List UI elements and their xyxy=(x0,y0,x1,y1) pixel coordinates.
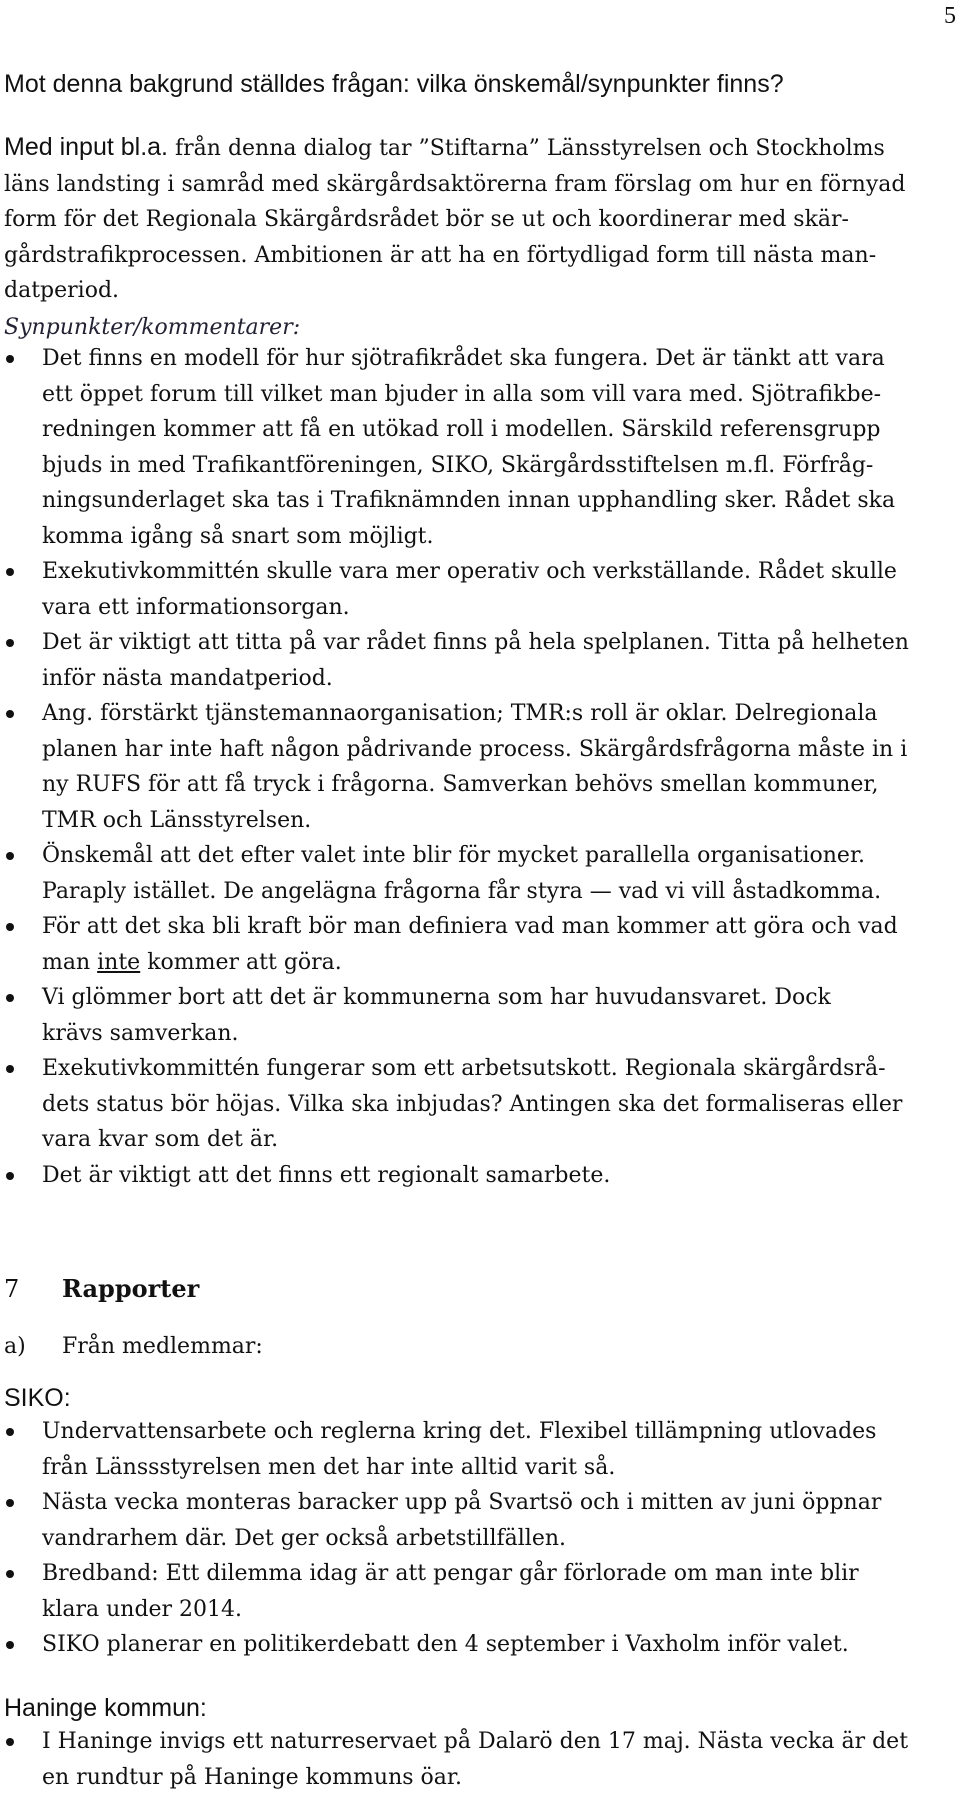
list-item: Exekutivkommittén fungerar som ett arbetsutskott. Regionala skärgårdsrå- dets status bör höjas. Vilka ska inbjudas? Antingen ska det formaliseras eller vara kvar som det är. xyxy=(0,1051,960,1158)
list-item: För att det ska bli kraft bör man definiera vad man kommer att göra och vad man inte kommer att göra. xyxy=(0,909,960,980)
paragraph-line-4: gårdstrafikprocessen. Ambitionen är att ha en förtydligad form till nästa man- xyxy=(4,242,877,268)
list-item: Exekutivkommittén skulle vara mer operativ och verkställande. Rådet skulle vara ett informationsorgan. xyxy=(0,554,960,625)
siko-heading: SIKO: xyxy=(4,1384,71,1412)
bullet-icon xyxy=(6,568,14,576)
paragraph-line-1-text: från denna dialog tar ”Stiftarna” Länsstyrelsen och Stockholms xyxy=(175,136,885,161)
paragraph-line-3: form för det Regionala Skärgårdsrådet bör se ut och koordinerar med skär- xyxy=(4,207,849,232)
subsection-title: Från medlemmar: xyxy=(62,1334,263,1359)
subsection-letter: a) xyxy=(4,1334,26,1359)
section-heading-7 xyxy=(4,1272,199,1306)
bullet-icon xyxy=(6,994,14,1002)
list-item: Det finns en modell för hur sjötrafikrådet ska fungera. Det är tänkt att vara ett öppet forum till vilket man bjuder in alla som vill vara med. Sjötrafikbe- redningen kommer att få en utökad roll i modellen. Särskild referensgrupp bjuds in med Trafikantföreningen, SIKO, Skärgårdsstiftelsen m.fl. Förfråg- ningsunderlaget ska tas i Trafiknämnden innan upphandling sker. Rådet ska komma igång så snart som möjligt. xyxy=(0,341,960,554)
question-line: Mot denna bakgrund ställdes frågan: vilka önskemål/synpunkter finns? xyxy=(4,70,784,98)
underlined-word: inte xyxy=(97,949,141,975)
list-item: Bredband: Ett dilemma idag är att pengar går förlorade om man inte blir klara under 2014. xyxy=(0,1556,960,1627)
bullet-icon xyxy=(6,1570,14,1578)
comments-list xyxy=(0,341,960,1193)
subsection-heading-a xyxy=(4,1330,263,1364)
comments-heading: Synpunkter/kommentarer: xyxy=(4,315,301,340)
section-number: 7 xyxy=(4,1275,20,1303)
bullet-icon xyxy=(6,923,14,931)
list-item: Önskemål att det efter valet inte blir för mycket parallella organisationer. Paraply istället. De angelägna frågorna får styra — vad vi vill åstadkomma. xyxy=(0,838,960,909)
bullet-icon xyxy=(6,1641,14,1649)
list-item: Vi glömmer bort att det är kommunerna som har huvudansvaret. Dock krävs samverkan. xyxy=(0,980,960,1051)
list-item: Ang. förstärkt tjänstemannaorganisation; TMR:s roll är oklar. Delregionala planen har inte haft någon pådrivande process. Skärgårdsfrågorna måste in i ny RUFS för att få tryck i frågorna. Samverkan behövs smellan kommuner, TMR och Länsstyrelsen. xyxy=(0,696,960,838)
list-item: Det är viktigt att titta på var rådet finns på hela spelplanen. Titta på helheten inför nästa mandatperiod. xyxy=(0,625,960,696)
paragraph-line-5: datperiod. xyxy=(4,278,120,303)
siko-list xyxy=(0,1414,960,1663)
list-item: Det är viktigt att det finns ett regionalt samarbete. xyxy=(0,1158,960,1194)
bullet-icon xyxy=(6,852,14,860)
bullet-icon xyxy=(6,1065,14,1073)
section-title: Rapporter xyxy=(62,1274,200,1303)
list-item: Undervattensarbete och reglerna kring det. Flexibel tillämpning utlovades från Länssstyrelsen men det har inte alltid varit så. xyxy=(0,1414,960,1485)
page-number: 5 xyxy=(944,3,956,29)
bullet-icon xyxy=(6,1738,14,1746)
bullet-icon xyxy=(6,1499,14,1507)
bullet-icon xyxy=(6,355,14,363)
haninge-list xyxy=(0,1724,960,1795)
paragraph-line-1 xyxy=(4,130,954,167)
list-item: I Haninge invigs ett naturreservaet på Dalarö den 17 maj. Nästa vecka är det en rundtur på Haninge kommuns öar. xyxy=(0,1724,960,1795)
bullet-icon xyxy=(6,639,14,647)
haninge-heading: Haninge kommun: xyxy=(4,1694,207,1722)
list-item: Nästa vecka monteras baracker upp på Svartsö och i mitten av juni öppnar vandrarhem där. Det ger också arbetstillfällen. xyxy=(0,1485,960,1556)
bullet-icon xyxy=(6,1172,14,1180)
paragraph-line-2: läns landsting i samråd med skärgårdsaktörerna fram förslag om hur en förnyad xyxy=(4,171,906,197)
intro-paragraph xyxy=(4,130,954,309)
input-label: Med input bl.a. xyxy=(4,133,168,161)
bullet-icon xyxy=(6,1428,14,1436)
bullet-icon xyxy=(6,710,14,718)
list-item: SIKO planerar en politikerdebatt den 4 september i Vaxholm inför valet. xyxy=(0,1627,960,1663)
